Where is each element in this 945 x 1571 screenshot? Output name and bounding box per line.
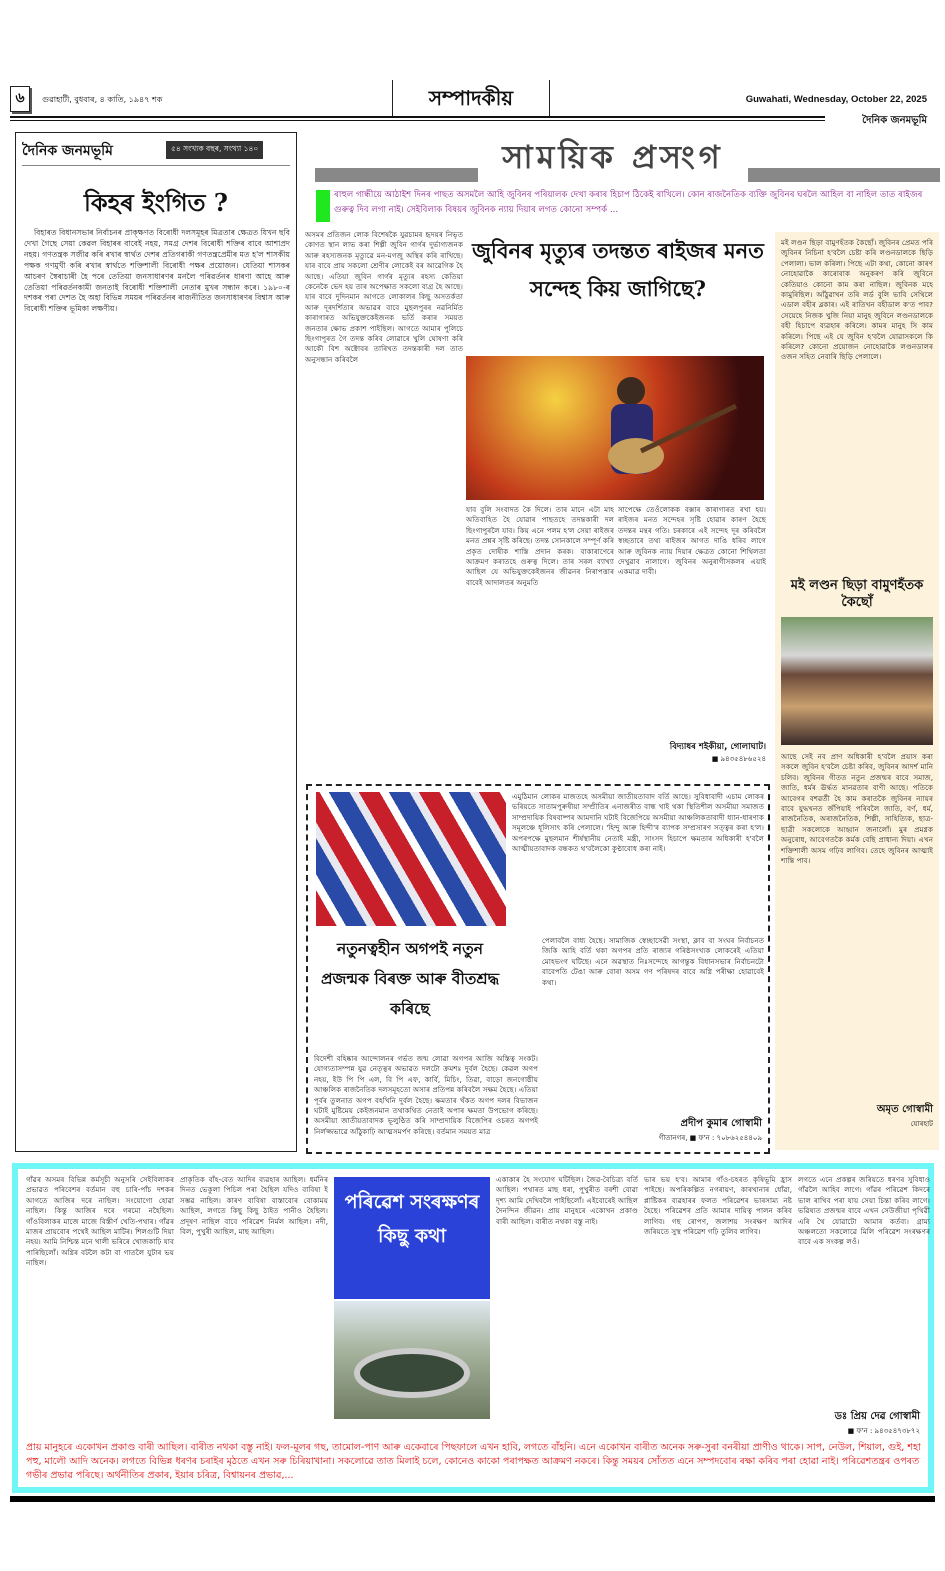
sidebar-box xyxy=(775,232,939,1150)
bottom-rule xyxy=(10,1496,935,1502)
crowd-photo xyxy=(781,617,933,745)
sidebar-place: যোৰহাট xyxy=(910,1120,933,1128)
page-number: ৬ xyxy=(10,86,30,112)
env-col5: লগতে এনে প্ৰকল্পৰ জৰিয়তে ধৰণৰ সুবিধাও গাঁৱলৈ আহিব লাগে। গাঁৱৰ পৰিৱেশ কিদৰে ভাল ৰাখিব পৰা যায় সেয়া চিন্তা কৰিব লাগে। ভৱিষ্যত প্ৰজন্মৰ বাবে এখন সেউজীয়া পৃথিৱী এৰি থৈ যোৱাটো আমাৰ কৰ্তব্য। গ্ৰাম্য অঞ্চলতো সকলোৱে মিলি পৰিৱেশ সংৰক্ষণৰ বাবে এক সংকল্প লওঁ। xyxy=(798,1175,930,1247)
paper-name-header: দৈনিক জনমভূমি xyxy=(862,115,927,126)
masthead: দৈনিক জনমভূমি xyxy=(22,143,113,159)
article2-phone: গীতানগৰ, ■ ফ'ন : ৭০৮৬২৫৪৪০৯ xyxy=(658,1134,762,1142)
well-photo xyxy=(334,1301,490,1419)
editorial-title: কিহৰ ইংগিত ? xyxy=(84,188,228,217)
sidebar-headline: মই লণ্ডন ছিড়া বামুণহঁতক কৈছোঁ xyxy=(790,578,924,610)
env-col2: প্ৰাকৃতিক বাঁহ-বেত আদিৰ ব্যৱহাৰ আছিল। ধৰ্মনিৰ দিনত ভেকুলা পিচিল পৰা হৈছিল যদিও বাবিষা ই সম্ভৱ নাছিল। কাৰণ বাবিষা বাস্তাবোৰ বোকাময় আছিল, লগতে কিছু কিছু ঠাইত পানীও হৈছিল। প্ৰদূষণ নাছিল বাবে পৰিৱেশ নিৰ্মল আছিল। নদী, বিল, পুখুৰী আছিল, মাছ আছিল। xyxy=(180,1175,328,1237)
environment-panel xyxy=(12,1163,934,1493)
volume-badge: ৫৪ সংখ্যক বছৰ, সংখ্যা ১৪০ xyxy=(166,141,263,159)
env-phone: ■ ফ'ন : ৯৪৩৫৪৭৩৮৭২ xyxy=(847,1427,920,1435)
sidebar-body2: আছে সেই নব প্ৰাণ অধিকাৰী হ'বলৈ প্ৰয়াস কৰা সকলে জুবিন হ'বলৈ চেষ্টা কৰিব, জুবিনৰ আদৰ্শ মানি চলিব। জুবিনৰ গীতত নতুন প্ৰজন্মৰ বাবে সমাজ, জাতি, ধৰ্মৰ ঊৰ্দ্ধত মানৱতাৰ বাণী আছে। পতিকে আবেগৰ বশৱৰ্তী হৈ কাম কৰাতকৈ জুবিনৰ ন্যায়ৰ বাবে যুদ্ধখনত জঁপিয়াই পৰিবলৈ জাতি, বৰ্ণ, ধৰ্ম, ৰাজনৈতিক, অৰাজনৈতিক, শিল্পী, সাহিত্যিক, ছাত্ৰ-ছাত্ৰী সকলোকে আহ্বান জনালোঁ। মুৰ প্ৰমগ্নক অনুৰোধ, আবেগতকৈ কৰ্মক বেছি প্ৰাধান্য দিয়া। এখন শক্তিশালী অসম গঢ়িব লাগিব। তেহে জুবিনৰ আত্মাই শান্তি পাব। xyxy=(781,752,933,866)
zubeen-photo xyxy=(466,356,764,500)
samayik-banner: সাময়িক প্ৰসংগ xyxy=(478,130,748,185)
env-col1: গাঁৱৰ অসমৰ বিভিন্ন কৰ্মসূচী অনুসৰি সেইবিলাকৰ প্ৰভাৱত পৰিবেশৰ বৰ্তমান বহু চাৰি-পাঁচ দশকৰ আগতে আজিৰ দৰে নাছিল। সংযোগো হোৱা নাছিল। কিন্তু আজিৰ দৰে গৰমো নহৈছিল। গাঁওবিলাকৰ মাজে মাজে বিস্তীৰ্ণ খেতি-পথাৰ। গাঁৱৰ মাজৰ প্ৰায়বোৰ পথেই আছিল মাটিৰ। শিলগুটি দিয়া নহয়। আমি নিশ্চিন্ত মনে খালী ভৰিৰে খোজকাঢ়ি যাব পাৰিছিলোঁ। অগ্নিৰ বটলৈ কটা বা গাতলৈ যুটাৰ ভয় নাছিল। xyxy=(26,1175,174,1268)
masthead-rule xyxy=(22,165,290,166)
article2-col1: বিদেশী বহিষ্কাৰ আন্দোলনৰ গৰ্ভত জন্ম লোৱা অগপৰ আজি অস্তিত্ব সংকট। যোগ্যতাসম্পন্ন যুৱ নেতৃত্বৰ অভাৱত দলটো ক্ৰমশঃ দুৰ্বল হৈছে। কেৱল অগপ নহয়, ইউ পি পি এল, বি পি এফ, কাৰ্বি, মিচিং, তিৱা, বাড়ো জনগোষ্ঠীয় আঞ্চলিক ৰাজনৈতিক দলসমূহতো অসাৰ প্ৰতিপন্ন কৰিবলৈ সক্ষম হৈছে। এতিয়া পূৰ্বৰ তুলনাত অগপ বহখিনি দুৰ্বল হৈছে। ক্ষমতাৰ খঁকত অগপ দলৰ বিভাজন ঘটাই মুষ্টিমেয় কেইজনমান তথাকথিত নেতাই অপাৰ ক্ষমতা উপভোগ কৰিছে। অসমীয়া জাতীয়তাবাদক ভূলুণ্ঠিত কৰি সাম্প্ৰদায়িক বিজেপিৰ ওচৰত অগপই নিৰ্লজ্জভাৱে আঁঠুকাঢ়ি আত্মসমৰ্পণ কৰিছে। বৰ্তমান সময়ত মাত্ৰ xyxy=(314,1054,538,1136)
well-image xyxy=(334,1301,490,1419)
article2-box xyxy=(306,784,770,1154)
article2-top: এমুঠিমান লোকৰ মাজতহে অসমীয়া জাতীয়তাবাদ বৰ্তি আছে। সুবিধাবাদী এচাম লোকৰ ভৰিয়তে সাতামপুৰুষীয়া সম্প্ৰীতিৰ এনাজৰীত বান্ধ খাই থকা স্থিতিশীল অসমীয়া সমাজত সাম্প্ৰদায়িক বিষবাষ্পৰ আমদানি ঘটাই বিজেপিয়ে অসমীয়া আঞ্চলিকতাবাদী ধ্যান-ধাৰণাক সমূলঞ্চে ধূলিসাৎ কৰি পেলালে। 'হিন্দু আৰু হিন্দী'ৰ ব্যাপক সম্প্ৰসাৰণ সত্ত্বৰ কৰা হ'ল। অপৰপক্ষে মুছলমান শীৰ্ষস্থানীয় নেতাই মন্ত্ৰী, সাংসদ হিচাপে ক্ষমতাৰ অধিকাৰী হ'বলৈ আত্মীয়তাবাদক বন্ধকত থ'বলৈকো কুণ্ঠাবোধ কৰা নাই। xyxy=(512,792,764,854)
date-assamese: গুৱাহাটী, বুধবাৰ, ৪ কাতি, ১৯৪৭ শক xyxy=(42,95,163,104)
section-title: সম্পাদকীয় xyxy=(392,80,550,116)
article2-byline: প্ৰদীপ কুমাৰ গোস্বামী xyxy=(680,1118,762,1129)
article1-col3: সাপেক্ষে তেওঁলোকক বক্সাৰ কাৰাগাৰত ৰখা হয়। ৰাইজৰ মনত সন্দেহৰ সৃষ্টি হোৱাৰ কাৰণ হৈছে তদন্তৰ মন্থৰ গতি। চৰকাৰে এই সন্দেহ দূৰ কৰিবলৈ স্বচ্ছতাৰে তথ্য ৰাইজৰ আগত দাঙি ধৰিব লাগে আৰু জুবিনক ন্যায় দিয়াৰ ক্ষেত্ৰত কোনো শিথিলতা দেখুৱাব নালাগে। জুবিনৰ অনুৰাগীসকলৰ এয়াই একমাত্ৰ দাবী। xyxy=(618,505,766,577)
article2-col2: পেলাবলৈ বাধ্য হৈছে। সামাজিক স্বেচ্ছাসেৱী সংস্থা, ক্লাব বা সংঘৰ নিৰ্বাচনত জিকি আহি বৰ্তি থকা অগপৰ প্ৰতি ৰাজ্যৰ গৰিষ্ঠসংখ্যক লোকৰেই এতিয়া মোহভংগ ঘটিছে। এনে অৱস্থাত নিঃসন্দেহে আগন্তুক বিধানসভাৰ নিৰ্বাচনটো বাবেপতি টেঙা আৰু বোৰা অসম গণ পৰিষদৰ বাবে অগ্নি পৰীক্ষা হোৱাবেই কথা। xyxy=(542,936,764,987)
env-footer: প্ৰায় মানুহৰে একোখন প্ৰকাণ্ড বাৰী আছিল। বাৰীত নথকা বস্তু নাই। ফল-মূলৰ গছ, তামোল-পাণ আৰু একেবাৰে পিছফালে এখন হাবি, লগতে বাঁহনি। এনে একোখন বাৰীত অনেক সৰু-সুৰা বনৰীয়া প্ৰাণীও থাকে। সাপ, নেউল, শিয়াল, গুই, শহা পহু, মালৌ আদি অনেক। লগতে বিভিন্ন ধৰণৰ চৰাইৰ মৃঠতে এখন সৰু চিৰিয়াখানা। সকলোৱে তাত মিলাই চলে, কোনেও কাকো পৰাপক্ষত আক্ৰমণ নকৰে। কিন্তু সময়ৰ সোঁতত এনে সম্পদবোৰ ৰক্ষা কৰিব পৰা হোৱা নাই। পৰিৱেশতন্ত্ৰৰ ওপৰত গভীৰ প্ৰভাৱ পৰিছে। অৰ্থনীতিৰ প্ৰকাৰ, ইয়াৰ চৰিত্ৰ, বিশ্বায়নৰ প্ৰভাৱ,... xyxy=(26,1442,921,1481)
header-rule xyxy=(10,116,825,121)
article1-col1: অসমৰ প্ৰতিজন লোক বিশেষকৈ যুৱচামৰ হৃদয়ৰ নিভৃত কোণত স্থান লাভ কৰা শিল্পী জুবিন গাৰ্গৰ দুৰ্ভাগ্যজনক আৰু ৰহস্যজনক মৃত্যুৱে মন-মগজু অস্থিৰ কৰি ৰাখিছে। যাৰ বাবে প্ৰায় সকলো শ্ৰেণীৰ লোকেই বৰ আৱেগিক হৈ আছে। এতিয়া জুবিন গাৰ্গৰ মৃত্যুৰ ৰহস্য কেতিয়া কেনেকৈ ভেদ হয় তাৰ অপেক্ষাত সকলো ব্যগ্ৰ হৈ আছে। যাৰ বাবে দুদিনমান আগতে লোকালৰ কিছু অসতৰ্কতা আৰু দূৰদৰ্শিতাৰ অভাৱৰ বাবে মুছলপুৰৰ নৱনিৰ্মিত কাৰাগাৰত অভিযুক্তকেইজনক ভৰ্তি কৰাৰ সময়ত জনতাৰ ক্ষোভ প্ৰকাশ পাইছিল। আগতে আমাৰ পুলিচে ছিংগাপুৰত গৈ তদন্ত কৰিব লোৱাৰে খুলি ঘোষণা কৰি আকৌ বিশ অক্টোবৰ তাৰিখত তদন্তকাৰী দল তাত অনুসন্ধান কৰিবলৈ xyxy=(305,230,463,364)
samayik-intro: ৰাহুল গান্ধীয়ে আঠাইশ দিনৰ পাছত অসমলৈ আহি জুবিনৰ পৰিয়ালক দেখা কৰাৰ হিচাপ ঠিকেই ৰাখিলে। কোন ৰাজনৈতিক ব্যক্তি জুবিনৰ ঘৰলৈ আহিল বা নাহিল তাত ৰাইজৰ গুৰুত্ব দিব লগা নাই। সেইবিলাক বিষয়ৰ জুবিনক ন্যায় দিয়াৰ লগত কোনো সম্পৰ্ক ... xyxy=(334,190,923,215)
editorial-paragraph: বিহাৰত বিধানসভাৰ নিৰ্বাচনৰ প্ৰাক্‌ক্ষণত বিৰোধী দলসমূহৰ মিত্ৰতাৰ ক্ষেত্ৰত যিখন ছবি দেখা গৈছে সেয়া কেৱল বিহাৰৰ বাবেই নহয়, সমগ্ৰ দেশৰ বিৰোধী শক্তিৰ বাবে আশাপ্ৰদ নহয়। গণতন্ত্ৰক সজীৱ কৰি ৰখাৰ স্বাৰ্থত দেশৰ প্ৰতিগৰাকী গণতন্ত্ৰপ্ৰেমীৰ মত হ'ল শাসকীয় পক্ষক গণমুখী কৰি ৰখাৰ স্বাৰ্থতে শক্তিশালী বিৰোধী পক্ষৰ প্ৰয়োজন। যেতিয়া শাসকৰ আচৰণ স্বৈৰাচাৰী হৈ পৰে তেতিয়া জনসাধাৰণৰ মনলৈ পৰিৱৰ্তনৰ ধাৰণা আহে আৰু তেতিয়া পৰিৱৰ্তনকামী জনতাই বিৰোধী শক্তিশালী নেতাৰ মুখৰ সন্ধান কৰে। ১৯৮০-ৰ দশকৰ পৰা দেশত হৈ অহা বিভিন্ন সময়ৰ পৰিৱৰ্তনৰ ৰাজনীতিত জনসাধাৰণৰ বিশ্বাস আৰু বিৰোধী শক্তিৰ ভূমিকা লক্ষণীয়। xyxy=(24,228,290,314)
article1-phone: ■ ৯৪৩৫৪৮৬৫২৪ xyxy=(711,755,766,763)
article2-headline: নতুনত্বহীন অগপই নতুন প্ৰজন্মক বিৰক্ত আৰু বীতশ্ৰদ্ধ কৰিছে xyxy=(320,939,500,1018)
singer-guitar-image xyxy=(466,356,764,500)
date-english: Guwahati, Wednesday, October 22, 2025 xyxy=(745,94,927,105)
intro-marker xyxy=(316,190,330,222)
sidebar-byline: অমৃত গোস্বামী xyxy=(876,1104,933,1115)
env-col3: একাকাৰ হৈ সংযোগ ঘটিছিল। জৈৱ-বৈচিত্ৰ্য বৰ্তি আছিল। পথাৰত মাছ ধৰা, পুখুৰীত বৰশী বোৱা দৃশ্য আমি দেখিবলৈ পাইছিলোঁ। এইবোৰেই আছিল দৈনন্দিন জীৱন। প্ৰায় মানুহৰে একোখন প্ৰকাণ্ড বাৰী আছিল। বাৰীত নথকা বস্তু নাই। xyxy=(496,1175,638,1226)
article1-byline: বিদ্যাধৰ শইকীয়া, গোলাঘাট। xyxy=(669,742,766,752)
env-byline: ডঃ প্ৰিয় দেৱ গোস্বামী xyxy=(834,1411,920,1422)
article1-headline: জুবিনৰ মৃত্যুৰ তদন্তত ৰাইজৰ মনত সন্দেহ কিয় জাগিছে? xyxy=(472,238,764,301)
article1-col2: যাব বুলি সংবাদত কৈ দিলে। তাৰ মানে এটা মাহ অতিবাহিত হৈ যোৱাৰ পাছতহে তদন্তকাৰী দল ছিংগাপুৰলৈ যাব। কিয় এনে পলম হ'ল সেয়া ৰাইজৰ মনত প্ৰশ্নৰ সৃষ্টি কৰিছে। তদন্ত সোনকালে সম্পূৰ্ণ কৰি প্ৰকৃত দোষীক শাস্তি প্ৰদান কৰক। বাকাৰাণেৰে আক্ৰমণ কৰাতহে গুৰুত্ব দিলে। তাৰ সৰল ব্যাখ্যা আছিল যে অভিযুক্তকেইজনৰ জীৱনৰ নিৰাপত্তাৰ বাবেই আদালতৰ অনুমতি xyxy=(466,505,614,587)
agp-flags-photo xyxy=(316,792,506,926)
env-headline: পৰিৱেশ সংৰক্ষণৰ কিছু কথা xyxy=(334,1177,490,1299)
editorial-box xyxy=(15,132,297,1152)
editorial-body xyxy=(24,228,290,1146)
env-col4: ভাৰ ভয় হ'ব। আমাৰ গাঁও-চহৰত কৃষিভূমি হ্ৰাস পাইছে। অপৰিকল্পিত নগৰায়ণ, কাৰখানাৰ ধোঁৱা, প্লাষ্টিকৰ ব্যৱহাৰৰ ফলত পৰিৱেশৰ ভাৰসাম্য নষ্ট হৈছে। পৰিৱেশৰ প্ৰতি আমাৰ দায়িত্ব পালন কৰিব লাগিব। গছ ৰোপণ, জলাশয় সংৰক্ষণ আদিৰ জৰিয়তে সুস্থ পৰিৱেশ গঢ়ি তুলিব লাগিব। xyxy=(644,1175,792,1237)
sidebar-body1: মই লণ্ডন ছিড়া বামুণহঁতক কৈছোঁ। জুবিনৰ প্ৰেমত পৰি জুবিনৰ নিচিনা হ'বলৈ চেষ্টা কৰি লণ্ডনডালকে ছিড়ি পেলালা। ভাল কৰিলা। পিছে এটা কথা, কোনো কাৰণ নোহোৱাকৈ কাৰোবাক অনুকৰণ কৰি জুবিনে কেতিয়াও কোনো কাম কৰা নাছিল। জুবিনক মহে কামুৰিছিল। আঁঠুৱাখন তৰি লৰ্ড বুলি ভাবি সেথিলে এডাল বহীৰ ব্লকাৰ। এই ৰাতিখন বহীডাল ক'ত পাব? সেয়েহে নিজক খুজি নিয়া মানুহ জুবিনে লণ্ডনডালকে বহী হিচাপে ব্যৱহাৰ কৰিলে। কামৰ মানুহ সি কাম কৰিলে। পিছে এই যে জুবিন হ'বলৈ যোৱাসকলে কি কৰিলে? কোনো প্ৰয়োজন নোহোৱাকৈ লণ্ডনডালৰ ওজন সহিত নেবাৰি ছিড়ি পেলালে। xyxy=(781,238,933,362)
